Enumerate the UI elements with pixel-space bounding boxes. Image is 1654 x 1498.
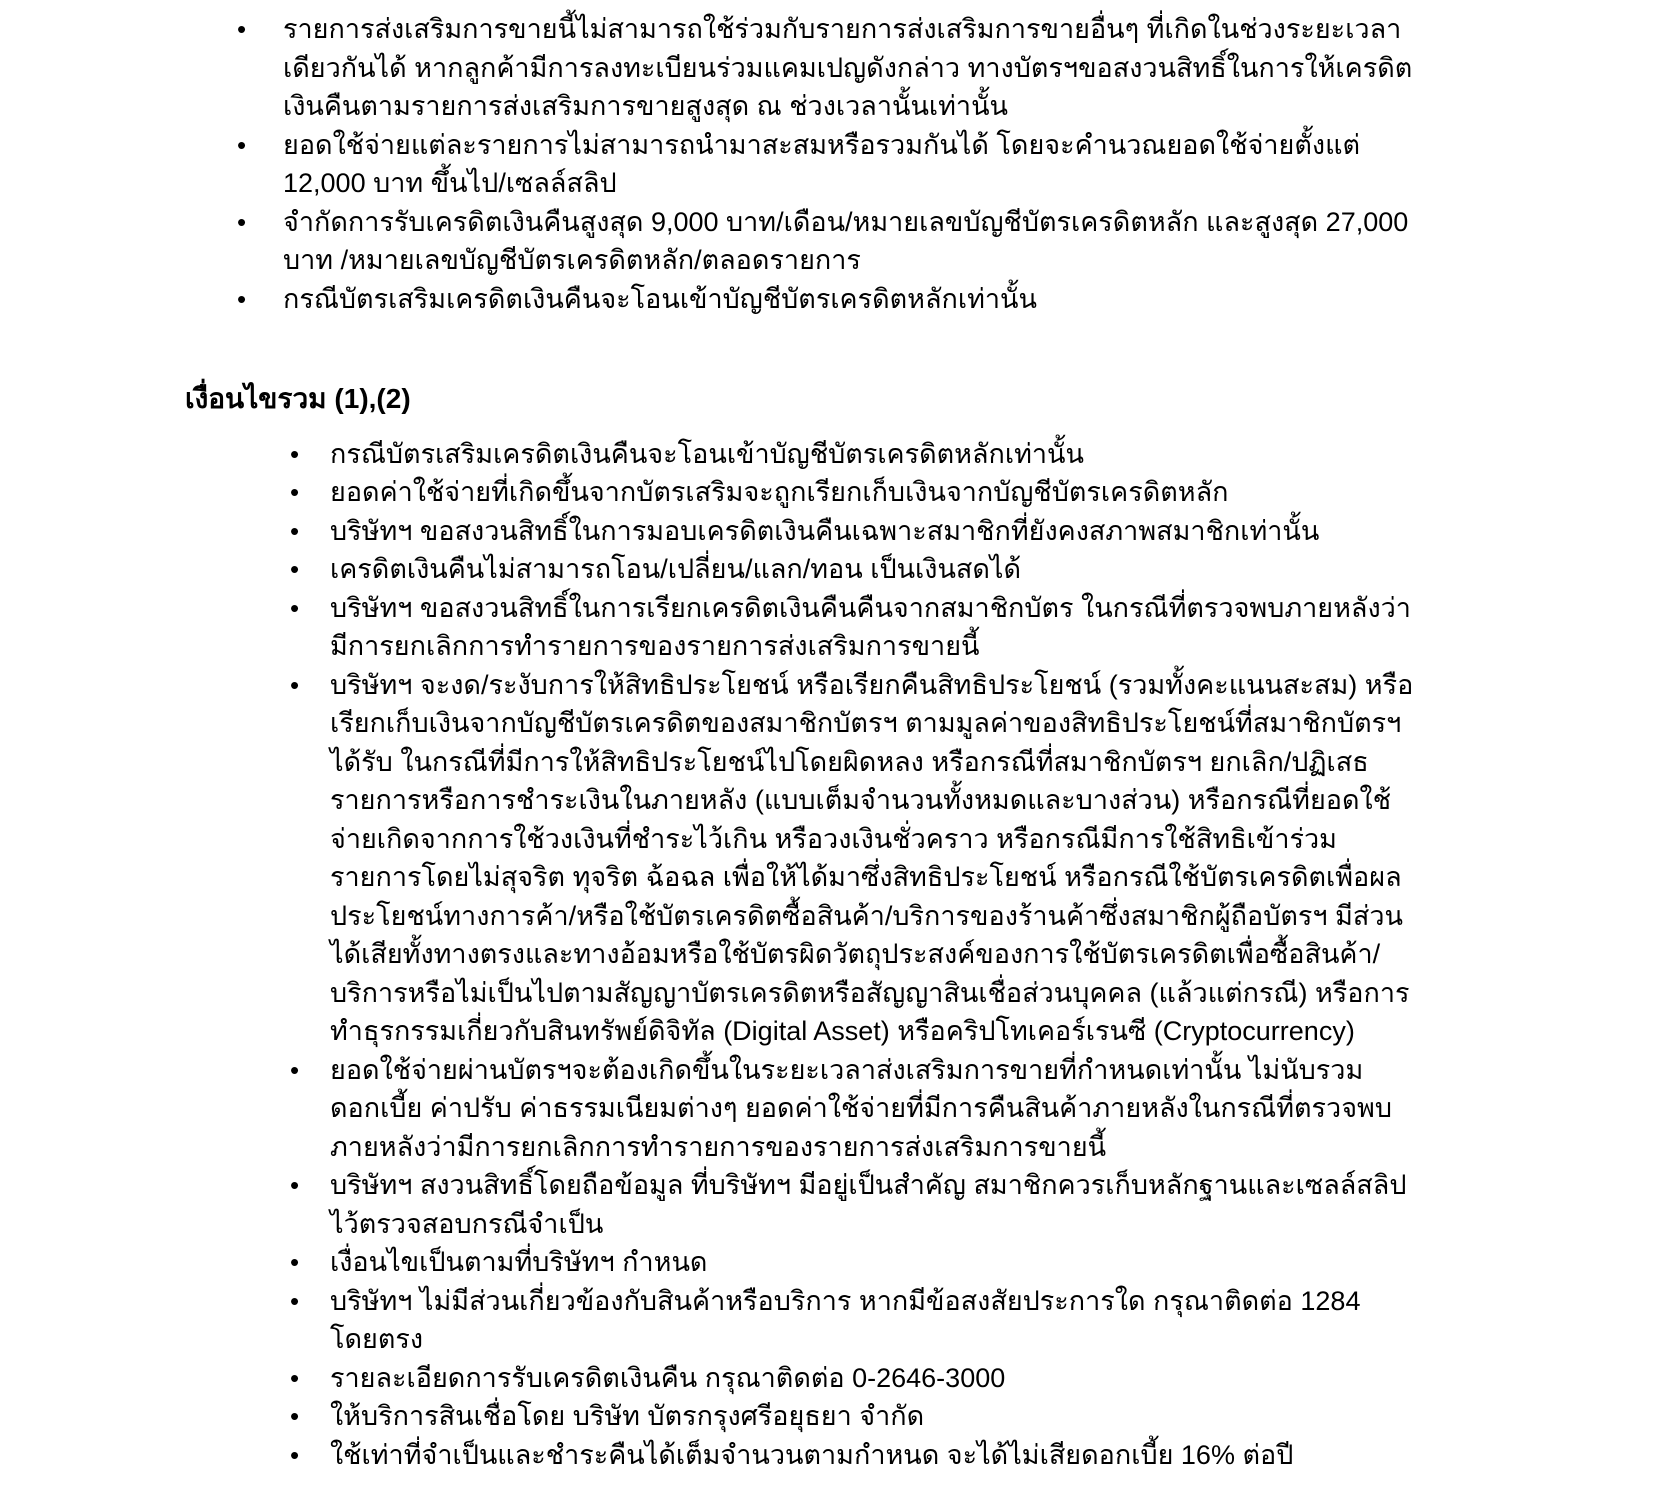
list-item bbox=[185, 512, 1416, 551]
list-item bbox=[185, 1051, 1416, 1167]
bullet-text: รายการส่งเสริมการขายนี้ไม่สามารถใช้ร่วมกับรายการส่งเสริมการขายอื่นๆ ที่เกิดในช่วงระยะเวลาเดียวกันได้ หากลูกค้ามีการลงทะเบียนร่วมแคมเปญดังกล่าว ทางบัตรฯขอสงวนสิทธิ์ในการให้เครดิตเงินคืนตามรายการส่งเสริมการขายสูงสุด ณ ช่วงเวลานั้นเท่านั้น bbox=[283, 14, 1413, 121]
bullet-text: ยอดใช้จ่ายแต่ละรายการไม่สามารถนำมาสะสมหรือรวมกันได้ โดยจะคำนวณยอดใช้จ่ายตั้งแต่ 12,000 บาท ขึ้นไป/เซลล์สลิป bbox=[283, 129, 1361, 198]
bullet-text: เงื่อนไขเป็นตามที่บริษัทฯ กำหนด bbox=[330, 1247, 708, 1277]
list-item bbox=[185, 10, 1416, 126]
bullet-icon: • bbox=[290, 669, 300, 700]
list-item bbox=[185, 126, 1416, 203]
bullet-text: กรณีบัตรเสริมเครดิตเงินคืนจะโอนเข้าบัญชีบัตรเครดิตหลักเท่านั้น bbox=[283, 283, 1037, 314]
bullet-text: ยอดค่าใช้จ่ายที่เกิดขึ้นจากบัตรเสริมจะถูกเรียกเก็บเงินจากบัญชีบัตรเครดิตหลัก bbox=[330, 477, 1229, 507]
list-item bbox=[185, 473, 1416, 512]
bullet-text: ใช้เท่าที่จำเป็นและชำระคืนได้เต็มจำนวนตามกำหนด จะได้ไม่เสียดอกเบี้ย 16% ต่อปี bbox=[330, 1439, 1294, 1470]
combined-terms-bullet-list bbox=[185, 435, 1416, 1475]
list-item bbox=[185, 550, 1416, 589]
bullet-text: ยอดใช้จ่ายผ่านบัตรฯจะต้องเกิดขึ้นในระยะเวลาส่งเสริมการขายที่กำหนดเท่านั้น ไม่นับรวมดอกเบี้ย ค่าปรับ ค่าธรรมเนียมต่างๆ ยอดค่าใช้จ่ายที่มีการคืนสินค้าภายหลังในกรณีที่ตรวจพบภายหลังว่ามีการยกเลิกการทำรายการของรายการส่งเสริมการขายนี้ bbox=[330, 1054, 1392, 1162]
list-item bbox=[185, 1243, 1416, 1282]
list-item bbox=[185, 1436, 1416, 1475]
bullet-icon: • bbox=[237, 283, 247, 314]
bullet-text: บริษัทฯ สงวนสิทธิ์โดยถือข้อมูล ที่บริษัทฯ มีอยู่เป็นสำคัญ สมาชิกควรเก็บหลักฐานและเซลล์สลิปไว้ตรวจสอบกรณีจำเป็น bbox=[330, 1170, 1407, 1239]
bullet-icon: • bbox=[290, 1285, 300, 1316]
bullet-text: จำกัดการรับเครดิตเงินคืนสูงสุด 9,000 บาท/เดือน/หมายเลขบัญชีบัตรเครดิตหลัก และสูงสุด 27,000 บาท /หมายเลขบัญชีบัตรเครดิตหลัก/ตลอดรายการ bbox=[283, 206, 1409, 275]
bullet-icon: • bbox=[290, 1247, 300, 1277]
bullet-icon: • bbox=[290, 1362, 300, 1393]
bullet-text: บริษัทฯ จะงด/ระงับการให้สิทธิประโยชน์ หรือเรียกคืนสิทธิประโยชน์ (รวมทั้งคะแนนสะสม) หรือเรียกเก็บเงินจากบัญชีบัตรเครดิตของสมาชิกบัตรฯ ตามมูลค่าของสิทธิประโยชน์ที่สมาชิกบัตรฯ ได้รับ ในกรณีที่มีการให้สิทธิประโยชน์ไปโดยผิดหลง หรือกรณีที่สมาชิกบัตรฯ ยกเลิก/ปฏิเสธรายการหรือการชำระเงินในภายหลัง (แบบเต็มจำนวนทั้งหมดและบางส่วน) หรือกรณีที่ยอดใช้จ่ายเกิดจากการใช้วงเงินที่ชำระไว้เกิน หรือวงเงินชั่วคราว หรือกรณีมีการใช้สิทธิเข้าร่วมรายการโดยไม่สุจริต ทุจริต ฉ้อฉล เพื่อให้ได้มาซึ่งสิทธิประโยชน์ หรือกรณีใช้บัตรเครดิตเพื่อผลประโยชน์ทางการค้า/หรือใช้บัตรเครดิตซื้อสินค้า/บริการของร้านค้าซึ่งสมาชิกผู้ถือบัตรฯ มีส่วนได้เสียทั้งทางตรงและทางอ้อมหรือใช้บัตรผิดวัตถุประสงค์ของการใช้บัตรเครดิตเพื่อซื้อสินค้า/บริการหรือไม่เป็นไปตามสัญญาบัตรเครดิตหรือสัญญาสินเชื่อส่วนบุคคล (แล้วแต่กรณี) หรือการทำธุรกรรมเกี่ยวกับสินทรัพย์ดิจิทัล (Digital Asset) หรือคริปโทเคอร์เรนซี (Cryptocurrency) bbox=[330, 669, 1414, 1046]
list-item bbox=[185, 435, 1416, 474]
bullet-text: ให้บริการสินเชื่อโดย บริษัท บัตรกรุงศรีอยุธยา จำกัด bbox=[330, 1401, 925, 1431]
bullet-icon: • bbox=[237, 14, 247, 44]
list-item bbox=[185, 1166, 1416, 1243]
bullet-icon: • bbox=[290, 515, 300, 546]
intro-bullet-list bbox=[185, 10, 1416, 318]
list-item bbox=[185, 666, 1416, 1051]
list-item bbox=[185, 589, 1416, 666]
bullet-icon: • bbox=[290, 1401, 300, 1431]
list-item bbox=[185, 1397, 1416, 1436]
bullet-icon: • bbox=[290, 477, 300, 507]
bullet-icon: • bbox=[290, 1439, 300, 1470]
list-item bbox=[185, 1282, 1416, 1359]
section-heading-combined-terms: เงื่อนไขรวม (1),(2) bbox=[185, 383, 411, 414]
bullet-icon: • bbox=[237, 206, 247, 237]
bullet-text: บริษัทฯ ขอสงวนสิทธิ์ในการเรียกเครดิตเงินคืนคืนจากสมาชิกบัตร ในกรณีที่ตรวจพบภายหลังว่ามีการยกเลิกการทำรายการของรายการส่งเสริมการขายนี้ bbox=[330, 592, 1411, 661]
bullet-icon: • bbox=[237, 129, 247, 160]
bullet-text: รายละเอียดการรับเครดิตเงินคืน กรุณาติดต่อ 0-2646-3000 bbox=[330, 1362, 1006, 1393]
bullet-icon: • bbox=[290, 1170, 300, 1200]
bullet-text: บริษัทฯ ไม่มีส่วนเกี่ยวข้องกับสินค้าหรือบริการ หากมีข้อสงสัยประการใด กรุณาติดต่อ 1284 โดยตรง bbox=[330, 1285, 1361, 1354]
bullet-icon: • bbox=[290, 592, 300, 623]
bullet-text: บริษัทฯ ขอสงวนสิทธิ์ในการมอบเครดิตเงินคืนเฉพาะสมาชิกที่ยังคงสภาพสมาชิกเท่านั้น bbox=[330, 515, 1320, 546]
list-item bbox=[185, 280, 1416, 319]
bullet-icon: • bbox=[290, 554, 300, 584]
list-item bbox=[185, 1359, 1416, 1398]
list-item bbox=[185, 203, 1416, 280]
bullet-icon: • bbox=[290, 1054, 300, 1085]
bullet-icon: • bbox=[290, 438, 300, 469]
bullet-text: กรณีบัตรเสริมเครดิตเงินคืนจะโอนเข้าบัญชีบัตรเครดิตหลักเท่านั้น bbox=[330, 438, 1084, 469]
bullet-text: เครดิตเงินคืนไม่สามารถโอน/เปลี่ยน/แลก/ทอน เป็นเงินสดได้ bbox=[330, 554, 1022, 584]
